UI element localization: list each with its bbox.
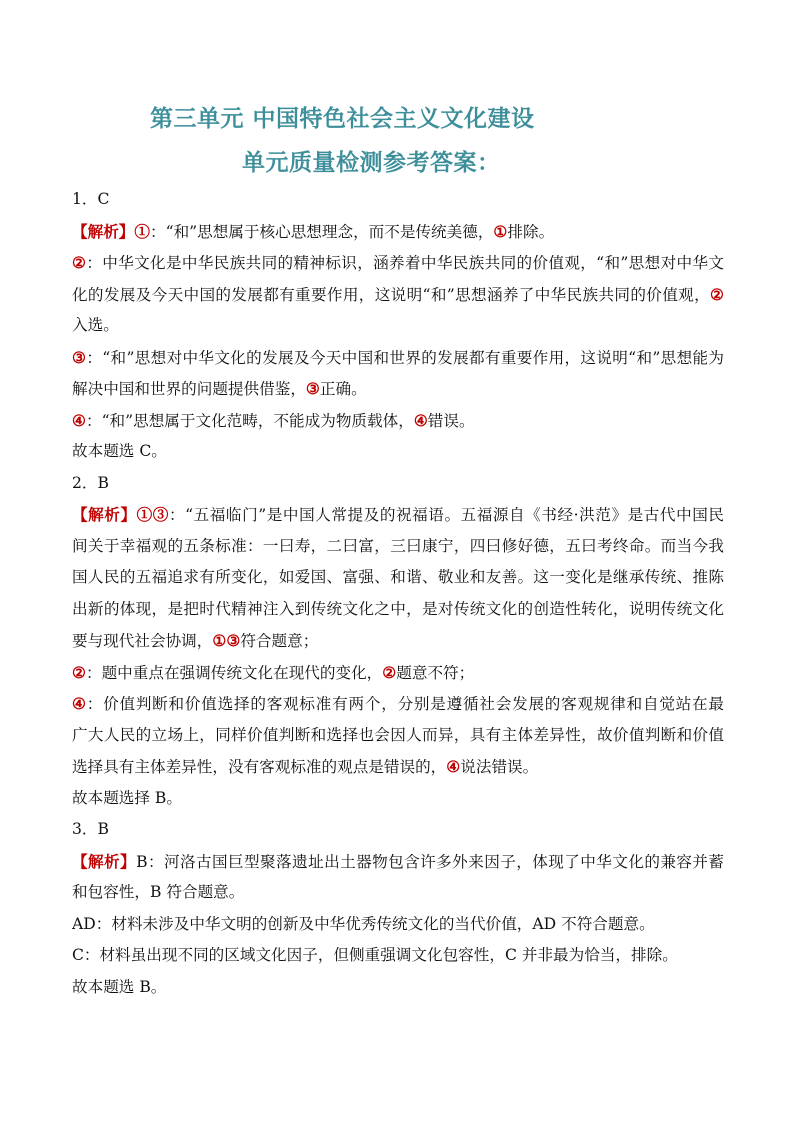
q1-answer: 1．C	[72, 190, 110, 208]
q2-conclusion: 故本题选择 B。	[72, 788, 182, 807]
q2-analysis-line: 选择具有主体差异性，没有客观标准的观点是错误的，④说法错误。	[72, 757, 539, 776]
q1-analysis-line: ②：中华文化是中华民族共同的精神标识，涵养着中华民族共同的价值观，“和”思想对中华文	[72, 253, 724, 272]
q2-analysis-line: 国人民的五福追求有所变化，如爱国、富强、和谐、敬业和友善。这一变化是继承传统、推陈	[72, 568, 724, 586]
option-mark: ①	[134, 221, 150, 241]
option-mark: ④	[413, 410, 428, 430]
option-mark: ④	[72, 694, 87, 713]
option-mark: ②	[710, 284, 724, 304]
q3-conclusion: 故本题选 B。	[72, 977, 167, 996]
option-mark: ④	[446, 757, 461, 776]
option-mark: ④	[72, 410, 86, 430]
q3-analysis-line: AD：材料未涉及中华文明的创新及中华优秀传统文化的当代价值，AD 不符合题意。	[72, 914, 655, 933]
q2-analysis-line: 广大人民的立场上，同样价值判断和选择也会因人而异，具有主体差异性，故价值判断和价值	[72, 725, 724, 744]
unit-title: 第三单元 中国特色社会主义文化建设	[150, 106, 535, 132]
q3-analysis-line: 和包容性，B 符合题意。	[72, 883, 245, 901]
option-mark: ③	[72, 347, 87, 367]
option-mark: ①	[493, 221, 508, 241]
answer-content	[72, 184, 724, 1003]
q1-analysis-line: ③：“和”思想对中华文化的发展及今天中国和世界的发展都有重要作用，这说明“和”思想能为	[72, 347, 724, 367]
q1-conclusion: 故本题选 C。	[72, 442, 167, 460]
q1-analysis-line: 解决中国和世界的问题提供借鉴，③正确。	[72, 379, 367, 398]
q2-analysis-line: 出新的体现，是把时代精神注入到传统文化之中，是对传统文化的创造性转化，说明传统文化	[72, 599, 724, 618]
q1-analysis-line: 【解析】①：“和”思想属于核心思想理念，而不是传统美德，①排除。	[72, 221, 555, 241]
option-mark: ②	[382, 662, 397, 682]
q3-answer: 3．B	[72, 820, 109, 838]
option-mark: ③	[305, 379, 320, 398]
option-mark: ②	[72, 662, 86, 682]
q2-analysis-line: 【解析】①③：“五福临门”是中国人常提及的祝福语。五福源自《书经·洪范》是古代中国民	[72, 505, 724, 524]
option-mark: ②	[72, 253, 87, 272]
q1-analysis-line: ④：“和”思想属于文化范畴，不能成为物质载体，④错误。	[72, 410, 475, 430]
analysis-tag: 【解析】	[72, 851, 137, 871]
q2-analysis-line: ②：题中重点在强调传统文化在现代的变化，②题意不符；	[72, 662, 475, 682]
q2-analysis-line: ④：价值判断和价值选择的客观标准有两个，分别是遵循社会发展的客观规律和自觉站在最	[72, 694, 724, 713]
answer-key-subtitle: 单元质量检测参考答案：	[242, 150, 501, 176]
option-mark: ①③	[212, 631, 241, 650]
q2-answer: 2．B	[72, 473, 109, 492]
q3-analysis-line: 【解析】B：河洛古国巨型聚落遗址出土器物包含许多外来因子，体现了中华文化的兼容并蓄	[72, 851, 724, 871]
option-mark: ①③	[136, 505, 169, 524]
analysis-tag: 【解析】	[72, 221, 135, 241]
q2-analysis-line: 间关于幸福观的五条标准：一曰寿，二曰富，三曰康宁，四曰修好德，五曰考终命。而当今我	[72, 536, 724, 555]
q3-analysis-line: C：材料虽出现不同的区域文化因子，但侧重强调文化包容性，C 并非最为恰当，排除。	[72, 946, 678, 964]
analysis-tag: 【解析】	[72, 505, 137, 524]
q1-analysis-line: 化的发展及今天中国的发展都有重要作用，这说明“和”思想涵养了中华民族共同的价值观，②	[72, 284, 724, 304]
q2-analysis-line: 要与现代社会协调，①③符合题意；	[72, 631, 319, 650]
q1-analysis-line: 入选。	[72, 316, 119, 334]
